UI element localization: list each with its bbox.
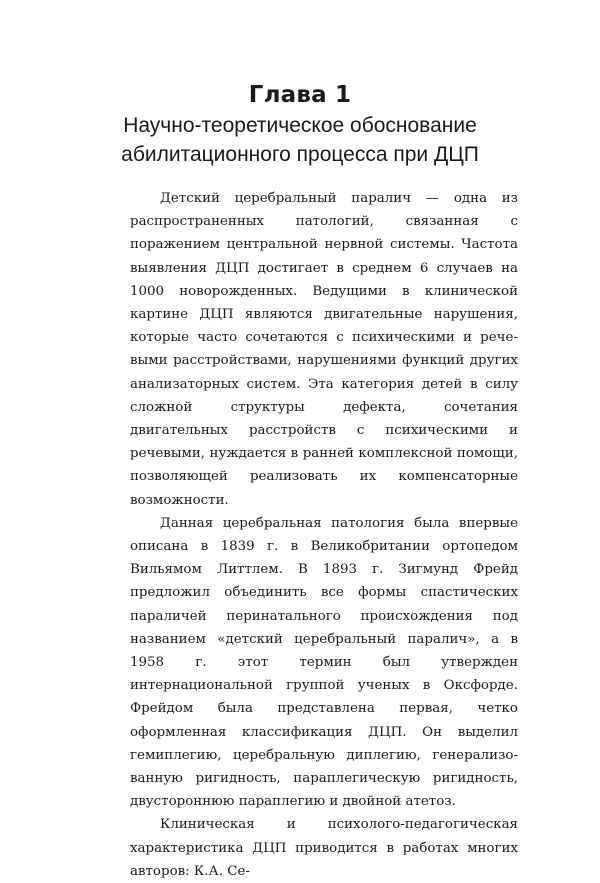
paragraph-3: Клиническая и психолого-педагогическая характеристика ДЦП приводится в работах многих авторов: К.А. Се- bbox=[130, 817, 518, 879]
chapter-title bbox=[70, 111, 530, 169]
chapter-number: Глава 1 bbox=[248, 82, 352, 108]
chapter-title-line-2: абилитационного процесса при ДЦП bbox=[121, 143, 479, 166]
chapter-title-line-1: Научно-теоретическое обоснование bbox=[123, 114, 477, 137]
chapter-body-text bbox=[130, 187, 518, 883]
paragraph-1: Детский церебральный паралич — одна из распространенных патологий, связанная с поражением центральной нервной системы. Частота выявления ДЦП достигает в среднем 6 случаев на 1000 новорожденных. Ведущими в клинической картине ДЦП являются двигательные нарушения, которые часто сочетаются с психическими и речевыми расстройствами, нарушениями функций других анализаторных систем. Эта категория детей в силу сложной структуры дефекта, сочетания двигательных расстройств с психическими и речевыми, нуждается в ранней комплексной помощи, позволяющей реализовать их компенсаторные возможности. bbox=[130, 191, 518, 508]
paragraph-2: Данная церебральная патология была впервые описана в 1839 г. в Великобритании ортопедом Вильямом Литтлем. В 1893 г. Зигмунд Фрейд предложил объединить все формы спастических параличей перинатального происхождения под названием «детский церебральный паралич», а в 1958 г. этот термин был утвержден интернациональной группой ученых в Оксфорде. Фрейдом была представлена первая, четко оформленная классификация ДЦП. Он выделил гемиплегию, церебральную диплегию, генерализованную ригидность, параплегическую ригидность, двустороннюю параплегию и двойной атетоз. bbox=[130, 515, 518, 810]
